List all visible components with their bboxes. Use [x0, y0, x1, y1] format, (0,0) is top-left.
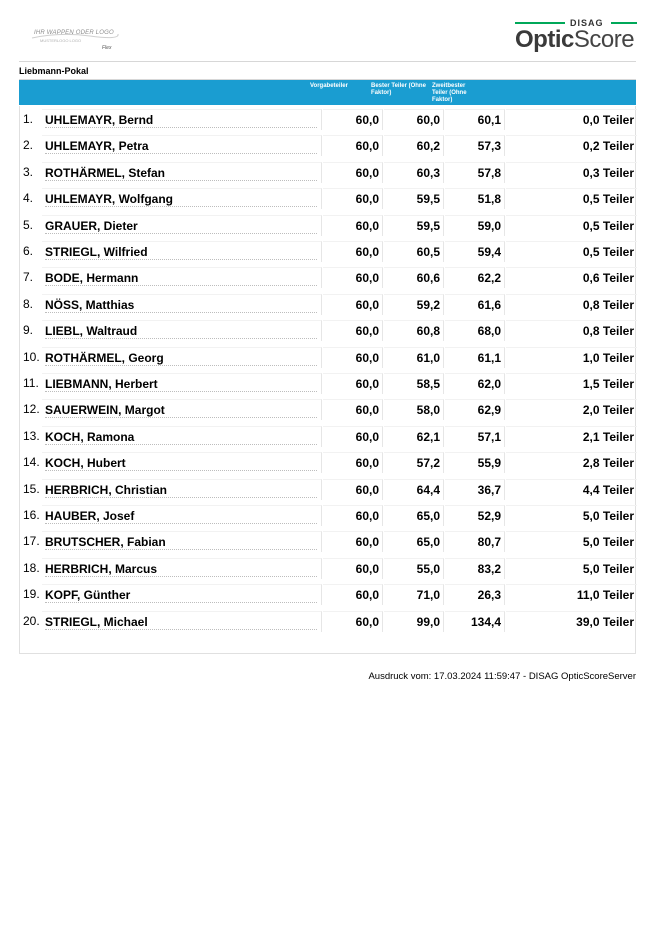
bester-cell: 60,0: [384, 109, 444, 130]
divider: [19, 61, 636, 62]
table-row: [20, 291, 637, 317]
zweit-cell: 68,0: [445, 320, 505, 341]
table-row: [20, 476, 637, 502]
zweit-cell: 51,8: [445, 188, 505, 209]
bester-cell: 71,0: [384, 584, 444, 605]
name-cell: STRIEGL, Wilfried: [42, 241, 322, 262]
bester-cell: 60,6: [384, 267, 444, 288]
vorgabe-cell: 60,0: [323, 558, 383, 579]
teiler-cell: 1,5 Teiler: [506, 373, 637, 394]
name-cell: UHLEMAYR, Wolfgang: [42, 188, 322, 209]
zweit-cell: 36,7: [445, 479, 505, 500]
brand-optic: Optic: [515, 26, 574, 53]
vorgabe-cell: 60,0: [323, 109, 383, 130]
table-row: [20, 317, 637, 343]
bester-cell: 99,0: [384, 611, 444, 632]
rank-cell: 6.: [23, 244, 34, 258]
zweit-cell: 61,1: [445, 347, 505, 368]
teiler-cell: 0,5 Teiler: [506, 241, 637, 262]
rank-cell: 20.: [23, 613, 40, 628]
rank-cell: 18.: [23, 560, 40, 575]
column-header-bester: Bester Teiler (Ohne Faktor): [371, 83, 426, 96]
teiler-cell: 2,1 Teiler: [506, 426, 637, 447]
table-row: [20, 555, 637, 581]
bester-cell: 60,8: [384, 320, 444, 341]
teiler-cell: 0,0 Teiler: [506, 109, 637, 130]
rank-cell: 13.: [23, 428, 40, 443]
rank-cell: 11.: [23, 376, 39, 390]
opticscore-logo: [515, 18, 637, 52]
teiler-cell: 1,0 Teiler: [506, 347, 637, 368]
rank-cell: 12.: [23, 402, 40, 417]
bester-cell: 58,0: [384, 399, 444, 420]
zweit-cell: 55,9: [445, 452, 505, 473]
teiler-cell: 39,0 Teiler: [506, 611, 637, 632]
teiler-cell: 5,0 Teiler: [506, 531, 637, 552]
rank-cell: 5.: [23, 217, 34, 232]
name-cell: HAUBER, Josef: [42, 505, 322, 526]
bester-cell: 62,1: [384, 426, 444, 447]
page-header: [0, 0, 654, 62]
zweit-cell: 57,1: [445, 426, 505, 447]
table-row: [20, 159, 637, 185]
name-cell: GRAUER, Dieter: [42, 215, 322, 236]
teiler-cell: 2,0 Teiler: [506, 399, 637, 420]
bester-cell: 64,4: [384, 479, 444, 500]
teiler-cell: 0,8 Teiler: [506, 320, 637, 341]
club-logo-mark: Flex: [102, 45, 112, 51]
teiler-cell: 4,4 Teiler: [506, 479, 637, 500]
zweit-cell: 60,1: [445, 109, 505, 130]
teiler-cell: 0,8 Teiler: [506, 294, 637, 315]
zweit-cell: 134,4: [445, 611, 505, 632]
zweit-cell: 52,9: [445, 505, 505, 526]
zweit-cell: 57,3: [445, 135, 505, 156]
rank-cell: 3.: [23, 164, 34, 179]
table-row: [20, 528, 637, 554]
brand-line-left: [515, 22, 565, 24]
rank-cell: 4.: [23, 191, 34, 206]
table-row: [20, 106, 637, 132]
name-cell: BODE, Hermann: [42, 267, 322, 288]
bester-cell: 60,3: [384, 162, 444, 183]
rank-cell: 19.: [23, 587, 40, 602]
bester-cell: 60,2: [384, 135, 444, 156]
bester-cell: 59,5: [384, 188, 444, 209]
brand-score: Score: [573, 26, 635, 53]
page-title: Liebmann-Pokal: [19, 66, 89, 76]
zweit-cell: 59,4: [445, 241, 505, 262]
rank-cell: 15.: [23, 481, 40, 496]
table-row: [20, 212, 637, 238]
vorgabe-cell: 60,0: [323, 611, 383, 632]
vorgabe-cell: 60,0: [323, 347, 383, 368]
rank-cell: 8.: [23, 296, 34, 311]
name-cell: KOCH, Ramona: [42, 426, 322, 447]
vorgabe-cell: 60,0: [323, 320, 383, 341]
vorgabe-cell: 60,0: [323, 584, 383, 605]
table-row: [20, 264, 637, 290]
name-cell: HERBRICH, Christian: [42, 479, 322, 500]
vorgabe-cell: 60,0: [323, 531, 383, 552]
vorgabe-cell: 60,0: [323, 162, 383, 183]
bester-cell: 65,0: [384, 505, 444, 526]
bester-cell: 65,0: [384, 531, 444, 552]
bester-cell: 55,0: [384, 558, 444, 579]
bester-cell: 57,2: [384, 452, 444, 473]
table-row: [20, 132, 637, 158]
vorgabe-cell: 60,0: [323, 426, 383, 447]
zweit-cell: 62,9: [445, 399, 505, 420]
club-logo: [30, 26, 120, 54]
table-row: [20, 396, 637, 422]
name-cell: LIEBMANN, Herbert: [42, 373, 322, 394]
vorgabe-cell: 60,0: [323, 241, 383, 262]
teiler-cell: 5,0 Teiler: [506, 558, 637, 579]
table-row: [20, 581, 637, 607]
results-table: [19, 106, 636, 654]
vorgabe-cell: 60,0: [323, 373, 383, 394]
name-cell: NÖSS, Matthias: [42, 294, 322, 315]
zweit-cell: 26,3: [445, 584, 505, 605]
zweit-cell: 57,8: [445, 162, 505, 183]
zweit-cell: 59,0: [445, 215, 505, 236]
table-header: [19, 80, 636, 105]
bester-cell: 59,2: [384, 294, 444, 315]
vorgabe-cell: 60,0: [323, 479, 383, 500]
vorgabe-cell: 60,0: [323, 505, 383, 526]
name-cell: STRIEGL, Michael: [42, 611, 322, 632]
bester-cell: 60,5: [384, 241, 444, 262]
vorgabe-cell: 60,0: [323, 188, 383, 209]
teiler-cell: 0,5 Teiler: [506, 215, 637, 236]
rank-cell: 16.: [23, 508, 40, 522]
rank-cell: 17.: [23, 534, 40, 549]
brand-disag: DISAG: [570, 18, 604, 28]
rank-cell: 2.: [23, 138, 34, 153]
name-cell: HERBRICH, Marcus: [42, 558, 322, 579]
name-cell: ROTHÄRMEL, Stefan: [42, 162, 322, 183]
table-row: [20, 185, 637, 211]
table-row: [20, 608, 637, 634]
zweit-cell: 80,7: [445, 531, 505, 552]
vorgabe-cell: 60,0: [323, 399, 383, 420]
name-cell: KOPF, Günther: [42, 584, 322, 605]
vorgabe-cell: 60,0: [323, 452, 383, 473]
brand-name: [515, 26, 634, 54]
name-cell: KOCH, Hubert: [42, 452, 322, 473]
name-cell: BRUTSCHER, Fabian: [42, 531, 322, 552]
rank-cell: 10.: [23, 349, 40, 364]
name-cell: UHLEMAYR, Bernd: [42, 109, 322, 130]
rank-cell: 14.: [23, 455, 40, 470]
table-row: [20, 344, 637, 370]
teiler-cell: 0,2 Teiler: [506, 135, 637, 156]
print-footer: Ausdruck vom: 17.03.2024 11:59:47 - DISAG OpticScoreServer: [368, 671, 636, 682]
teiler-cell: 11,0 Teiler: [506, 584, 637, 605]
teiler-cell: 0,5 Teiler: [506, 188, 637, 209]
column-header-vorgabe: Vorgabeteiler: [310, 83, 348, 89]
teiler-cell: 2,8 Teiler: [506, 452, 637, 473]
vorgabe-cell: 60,0: [323, 215, 383, 236]
teiler-cell: 0,3 Teiler: [506, 162, 637, 183]
club-logo-subtext: MUSTERLOGO LOGO: [40, 38, 82, 43]
bester-cell: 61,0: [384, 347, 444, 368]
table-row: [20, 502, 637, 528]
brand-line-right: [611, 22, 637, 24]
bester-cell: 59,5: [384, 215, 444, 236]
table-row: [20, 238, 637, 264]
name-cell: UHLEMAYR, Petra: [42, 135, 322, 156]
zweit-cell: 62,0: [445, 373, 505, 394]
rank-cell: 7.: [23, 270, 34, 285]
teiler-cell: 5,0 Teiler: [506, 505, 637, 526]
rank-cell: 1.: [23, 112, 34, 126]
zweit-cell: 62,2: [445, 267, 505, 288]
table-row: [20, 423, 637, 449]
vorgabe-cell: 60,0: [323, 135, 383, 156]
zweit-cell: 61,6: [445, 294, 505, 315]
bester-cell: 58,5: [384, 373, 444, 394]
name-cell: SAUERWEIN, Margot: [42, 399, 322, 420]
zweit-cell: 83,2: [445, 558, 505, 579]
column-header-zweit: Zweitbester Teiler (Ohne Faktor): [432, 83, 467, 103]
teiler-cell: 0,6 Teiler: [506, 267, 637, 288]
club-logo-text: IHR WAPPEN ODER LOGO: [34, 30, 114, 36]
table-row: [20, 449, 637, 475]
rank-cell: 9.: [23, 323, 34, 338]
name-cell: LIEBL, Waltraud: [42, 320, 322, 341]
table-row: [20, 370, 637, 396]
vorgabe-cell: 60,0: [323, 267, 383, 288]
vorgabe-cell: 60,0: [323, 294, 383, 315]
name-cell: ROTHÄRMEL, Georg: [42, 347, 322, 368]
